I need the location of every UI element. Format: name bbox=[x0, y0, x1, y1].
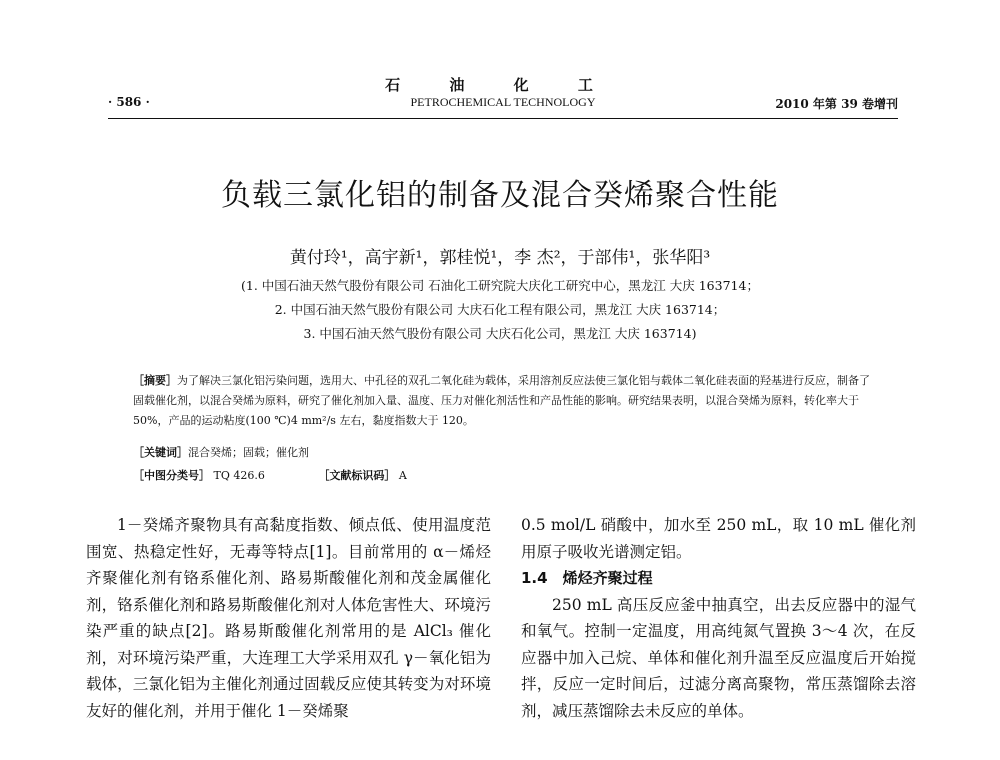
classification bbox=[133, 467, 407, 483]
keywords-text: 混合癸烯；固载；催化剂 bbox=[188, 446, 309, 459]
abstract-text: 为了解决三氯化铝污染问题，选用大、中孔径的双孔二氧化硅为载体，采用溶剂反应法使三氯化铝与载体二氧化硅表面的羟基进行反应，制备了固载催化剂，以混合癸烯为原料，研究了催化剂加入量、温度、压力对催化剂活性和产品性能的影响。研究结果表明，以混合癸烯为原料，转化率大于 50%，产品的运动粘度(100 ℃)4 mm²/s 左右，黏度指数大于 120。 bbox=[133, 374, 870, 427]
journal-title-cn: 石 油 化 工 bbox=[385, 76, 615, 94]
clc-label: ［中图分类号］ bbox=[133, 469, 210, 482]
doc-code-value: A bbox=[398, 469, 407, 482]
author-list: 黄付玲¹，高宇新¹，郭桂悦¹，李 杰²，于部伟¹，张华阳³ bbox=[289, 248, 711, 268]
abstract bbox=[133, 371, 878, 431]
article-title: 负载三氯化铝的制备及混合癸烯聚合性能 bbox=[221, 178, 779, 213]
body-column-left bbox=[86, 512, 491, 724]
page-number: · 586 · bbox=[108, 95, 150, 109]
affiliation-1: (1. 中国石油天然气股份有限公司 石油化工研究院大庆化工研究中心，黑龙江 大庆 163714； bbox=[241, 278, 759, 293]
body-paragraph-continued: 0.5 mol/L 硝酸中，加水至 250 mL，取 10 mL 催化剂用原子吸收光谱测定铝。 bbox=[521, 516, 916, 561]
body-column-right bbox=[521, 512, 916, 724]
issue-info: 2010 年第 39 卷增刊 bbox=[775, 97, 898, 111]
doc-code-label: ［文献标识码］ bbox=[318, 469, 396, 482]
running-header bbox=[108, 95, 898, 117]
keywords-label: ［关键词］ bbox=[133, 446, 188, 459]
clc-value: TQ 426.6 bbox=[213, 469, 265, 482]
keywords bbox=[133, 444, 309, 460]
abstract-label: ［摘要］ bbox=[133, 374, 177, 387]
body-paragraph-1-4: 250 mL 高压反应釜中抽真空，出去反应器中的湿气和氧气。控制一定温度，用高纯氮气置换 3～4 次，在反应器中加入己烷、单体和催化剂升温至反应温度后开始搅拌，反应一定时间后，过滤分离高聚物，常压蒸馏除去溶剂，减压蒸馏除去未反应的单体。 bbox=[521, 595, 916, 720]
section-heading-1-4: 1.4 烯烃齐聚过程 bbox=[521, 569, 653, 587]
affiliation-3: 3. 中国石油天然气股份有限公司 大庆石化公司，黑龙江 大庆 163714) bbox=[303, 326, 697, 341]
header-rule bbox=[108, 118, 898, 119]
affiliation-2: 2. 中国石油天然气股份有限公司 大庆石化工程有限公司，黑龙江 大庆 163714； bbox=[274, 302, 726, 317]
body-paragraph-intro: 1－癸烯齐聚物具有高黏度指数、倾点低、使用温度范围宽、热稳定性好，无毒等特点[1]。目前常用的 α－烯烃齐聚催化剂有铬系催化剂、路易斯酸催化剂和茂金属催化剂，铬系催化剂和路易斯酸催化剂对人体危害性大、环境污染严重的缺点[2]。路易斯酸催化剂常用的是 AlCl₃ 催化剂，对环境污染严重，大连理工大学采用双孔 γ－氧化铝为载体，三氯化铝为主催化剂通过固载反应使其转变为对环境友好的催化剂，并用于催化 1－癸烯聚 bbox=[86, 516, 491, 720]
journal-title-en: PETROCHEMICAL TECHNOLOGY bbox=[410, 95, 596, 109]
